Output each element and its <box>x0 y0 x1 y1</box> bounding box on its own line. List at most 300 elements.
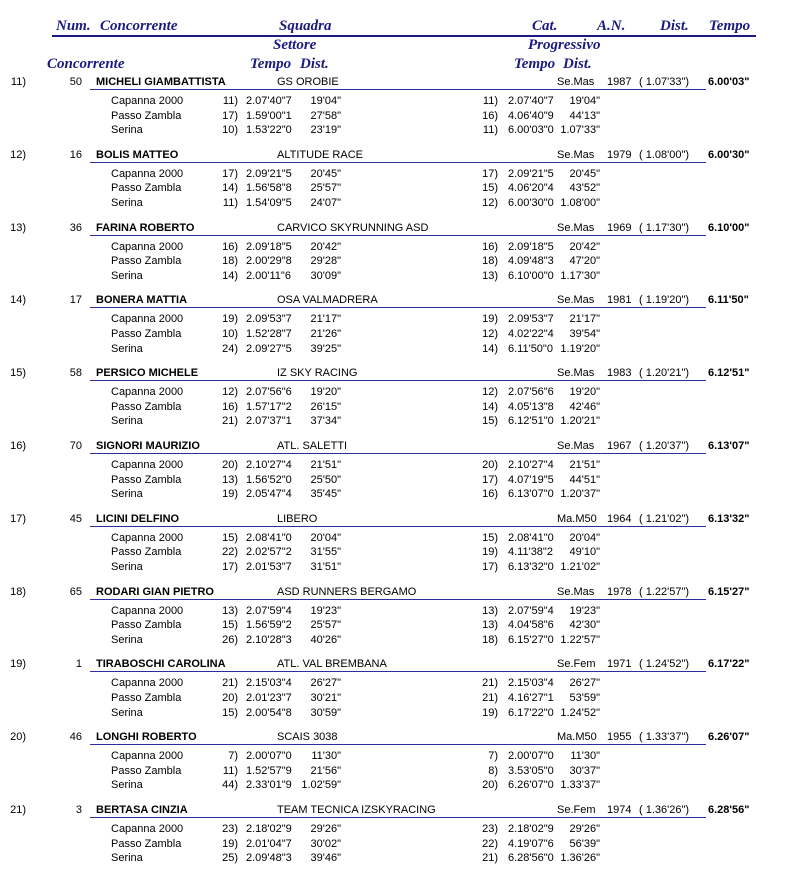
team-name: ASD RUNNERS BERGAMO <box>277 585 417 598</box>
sector-time: 2.15'03"4 <box>246 677 292 690</box>
progressive-time: 3.53'05"0 <box>508 764 554 777</box>
progressive-time: 6.13'07"0 <box>508 488 554 501</box>
progressive-gap: 30'37" <box>569 764 600 777</box>
sector-gap: 21'26" <box>310 327 341 340</box>
progressive-rank: 20) <box>482 459 498 471</box>
progressive-time: 6.00'03"0 <box>508 124 554 137</box>
progressive-gap: 44'13" <box>569 109 600 122</box>
sector-rank: 19) <box>222 837 238 850</box>
sector-time: 2.01'23"7 <box>246 691 292 704</box>
sector-rank: 17) <box>222 167 238 180</box>
sector-rank: 26) <box>222 633 238 646</box>
progressive-gap: 39'54" <box>569 327 600 340</box>
progressive-gap: 56'39" <box>569 837 600 850</box>
sector-gap: 24'07" <box>310 196 341 209</box>
bib-number: 3 <box>75 804 82 816</box>
entry-divider <box>90 599 706 600</box>
checkpoint-name: Passo Zambla <box>111 327 182 340</box>
entry-divider <box>90 453 706 454</box>
athlete-name: LONGHI ROBERTO <box>96 731 197 744</box>
gap-distance: ( 1.20'21") <box>639 367 690 380</box>
sector-rank: 11) <box>222 764 238 777</box>
progressive-time: 4.09'48"3 <box>508 255 554 268</box>
progressive-rank: 16) <box>482 488 498 501</box>
category: Se.Mas <box>557 221 595 234</box>
sector-rank: 10) <box>222 327 238 340</box>
sector-time: 2.09'21"5 <box>246 167 292 180</box>
category: Se.Mas <box>557 76 595 88</box>
result-entry <box>0 656 794 729</box>
progressive-rank: 21) <box>482 677 498 690</box>
birth-year: 1983 <box>607 367 632 380</box>
progressive-time: 2.07'59"4 <box>508 604 554 617</box>
sector-rank: 21) <box>222 415 238 428</box>
sector-rank: 44) <box>222 779 238 792</box>
header-divider <box>52 35 756 37</box>
progressive-gap: 53'59" <box>569 691 600 704</box>
progressive-gap: 19'23" <box>569 604 600 617</box>
progressive-gap: 42'30" <box>569 619 600 632</box>
birth-year: 1987 <box>607 76 632 88</box>
checkpoint-name: Capanna 2000 <box>111 531 184 544</box>
progressive-time: 2.15'03"4 <box>508 677 554 690</box>
progressive-time: 6.26'07"0 <box>508 779 554 792</box>
sector-time: 2.09'53"7 <box>246 313 292 326</box>
sector-time: 2.10'28"3 <box>246 633 292 646</box>
team-name: CARVICO SKYRUNNING ASD <box>277 221 429 234</box>
progressive-time: 4.16'27"1 <box>508 691 554 704</box>
sector-rank: 19) <box>222 488 238 501</box>
progressive-time: 6.13'32"0 <box>508 560 554 573</box>
athlete-name: TIRABOSCHI CAROLINA <box>96 658 226 671</box>
checkpoint-name: Serina <box>111 196 143 209</box>
sector-gap: 20'42" <box>310 240 341 253</box>
sector-rank: 17) <box>222 560 238 573</box>
athlete-name: RODARI GIAN PIETRO <box>96 585 214 598</box>
progressive-time: 6.12'51"0 <box>508 415 554 428</box>
sector-time: 2.18'02"9 <box>246 823 292 835</box>
birth-year: 1974 <box>607 804 632 816</box>
col-concorrente-header: Concorrente <box>100 18 178 34</box>
sector-rank: 15) <box>222 706 238 719</box>
progressive-rank: 19) <box>482 706 498 719</box>
concorrente-subheader: Concorrente <box>47 56 125 72</box>
sector-gap: 21'51" <box>310 459 341 471</box>
sector-rank: 10) <box>222 124 238 137</box>
category: Ma.M50 <box>557 731 597 744</box>
sector-time: 1.56'59"2 <box>246 619 292 632</box>
sector-gap: 37'34" <box>310 415 341 428</box>
progressive-gap: 11'30" <box>570 750 600 763</box>
progressive-gap: 1.36'26" <box>560 852 600 865</box>
rank: 11) <box>10 76 26 88</box>
sector-gap: 25'50" <box>310 473 341 486</box>
sector-gap: 29'28" <box>310 255 341 268</box>
sector-gap: 35'45" <box>310 488 341 501</box>
progressive-rank: 11) <box>482 95 498 107</box>
athlete-name: PERSICO MICHELE <box>96 367 199 380</box>
checkpoint-name: Serina <box>111 852 143 865</box>
checkpoint-name: Passo Zambla <box>111 255 182 268</box>
category: Ma.M50 <box>557 512 597 525</box>
final-time: 6.00'03" <box>708 76 750 88</box>
sector-rank: 13) <box>222 473 238 486</box>
sector-time: 2.09'27"5 <box>246 342 292 355</box>
progressive-rank: 20) <box>482 779 498 792</box>
sector-rank: 17) <box>222 109 238 122</box>
sector-gap: 19'23" <box>310 604 341 617</box>
checkpoint-name: Serina <box>111 124 143 137</box>
gap-distance: ( 1.20'37") <box>639 440 690 452</box>
category: Se.Fem <box>557 658 596 671</box>
gap-distance: ( 1.22'57") <box>639 585 690 598</box>
progressive-time: 2.09'53"7 <box>508 313 554 326</box>
progressive-rank: 19) <box>482 546 498 559</box>
sector-time: 1.59'00"1 <box>246 109 292 122</box>
sector-time: 1.52'57"9 <box>246 764 292 777</box>
sector-rank: 24) <box>222 342 238 355</box>
sector-gap: 26'15" <box>310 400 341 413</box>
progressive-rank: 16) <box>482 240 498 253</box>
athlete-name: BOLIS MATTEO <box>96 148 179 161</box>
sector-gap: 25'57" <box>310 182 341 195</box>
settore-header: Settore <box>273 37 317 53</box>
progressive-time: 4.06'40"9 <box>508 109 554 122</box>
col-cat-header: Cat. <box>532 18 558 34</box>
sector-time: 2.07'59"4 <box>246 604 292 617</box>
progressive-gap: 1.21'02" <box>560 560 600 573</box>
athlete-name: SIGNORI MAURIZIO <box>96 440 200 452</box>
progressive-gap: 1.17'30" <box>560 269 600 282</box>
final-time: 6.13'07" <box>708 440 750 452</box>
sector-time: 2.00'07"0 <box>246 750 292 763</box>
athlete-name: FARINA ROBERTO <box>96 221 195 234</box>
sector-gap: 23'19" <box>310 124 341 137</box>
sector-time: 1.56'52"0 <box>246 473 292 486</box>
sector-time: 2.07'56"6 <box>246 386 292 399</box>
sector-time: 2.07'37"1 <box>246 415 292 428</box>
bib-number: 46 <box>69 731 82 744</box>
progressive-time: 4.11'38"2 <box>508 546 553 559</box>
gap-distance: ( 1.08'00") <box>639 148 690 161</box>
checkpoint-name: Capanna 2000 <box>111 386 184 399</box>
sector-gap: 30'02" <box>310 837 341 850</box>
progressive-rank: 17) <box>482 167 498 180</box>
progressive-gap: 42'46" <box>569 400 600 413</box>
progressive-time: 2.07'40"7 <box>508 95 554 107</box>
progressive-time: 2.07'56"6 <box>508 386 554 399</box>
progressive-rank: 7) <box>488 750 498 763</box>
checkpoint-name: Passo Zambla <box>111 619 182 632</box>
sector-rank: 15) <box>222 531 238 544</box>
sector-gap: 31'55" <box>310 546 341 559</box>
result-entry <box>0 729 794 802</box>
checkpoint-name: Capanna 2000 <box>111 240 184 253</box>
sector-rank: 7) <box>228 750 238 763</box>
progressive-rank: 21) <box>482 691 498 704</box>
sector-gap: 27'58" <box>310 109 341 122</box>
col-dist-header: Dist. <box>660 18 689 34</box>
result-entry <box>0 220 794 293</box>
sector-rank: 23) <box>222 823 238 835</box>
progressive-rank: 17) <box>482 560 498 573</box>
final-time: 6.17'22" <box>708 658 750 671</box>
sector-gap: 20'04" <box>310 531 341 544</box>
category: Se.Mas <box>557 294 595 307</box>
checkpoint-name: Serina <box>111 342 143 355</box>
athlete-name: MICHELI GIAMBATTISTA <box>96 76 226 88</box>
progressive-rank: 18) <box>482 633 498 646</box>
entry-divider <box>90 235 706 236</box>
rank: 21) <box>10 804 26 816</box>
bib-number: 1 <box>75 658 82 671</box>
sector-gap: 29'26" <box>310 823 341 835</box>
category: Se.Mas <box>557 148 595 161</box>
sector-time: 1.54'09"5 <box>246 196 292 209</box>
athlete-name: BERTASA CINZIA <box>96 804 188 816</box>
progressive-time: 2.09'21"5 <box>508 167 554 180</box>
team-name: IZ SKY RACING <box>277 367 358 380</box>
progressive-rank: 12) <box>482 386 498 399</box>
rank: 15) <box>10 367 26 380</box>
col-squadra-header: Squadra <box>279 18 332 34</box>
sector-rank: 16) <box>222 240 238 253</box>
result-entry <box>0 365 794 438</box>
progressive-rank: 11) <box>482 124 498 137</box>
settore-tempo-header: Tempo <box>250 56 292 72</box>
progressive-gap: 49'10" <box>569 546 600 559</box>
result-entry <box>0 802 794 875</box>
category: Se.Fem <box>557 804 596 816</box>
progressive-time: 4.02'22"4 <box>508 327 554 340</box>
progressivo-tempo-header: Tempo <box>514 56 556 72</box>
progressive-gap: 20'45" <box>569 167 600 180</box>
progressive-rank: 14) <box>482 400 498 413</box>
progressivo-header: Progressivo <box>528 37 601 53</box>
progressive-rank: 13) <box>482 619 498 632</box>
sector-time: 1.52'28"7 <box>246 327 292 340</box>
sector-rank: 20) <box>222 691 238 704</box>
progressive-rank: 13) <box>482 604 498 617</box>
checkpoint-name: Serina <box>111 415 143 428</box>
rank: 16) <box>10 440 26 452</box>
gap-distance: ( 1.21'02") <box>639 512 690 525</box>
result-entry <box>0 511 794 584</box>
sector-rank: 20) <box>222 459 238 471</box>
rank: 14) <box>10 294 26 307</box>
progressive-time: 2.09'18"5 <box>508 240 554 253</box>
entry-divider <box>90 307 706 308</box>
progressive-time: 6.17'22"0 <box>508 706 554 719</box>
sector-rank: 14) <box>222 182 238 195</box>
sector-time: 2.09'18"5 <box>246 240 292 253</box>
sector-gap: 21'17" <box>310 313 341 326</box>
sector-gap: 39'25" <box>310 342 341 355</box>
checkpoint-name: Serina <box>111 560 143 573</box>
progressive-time: 2.00'07"0 <box>508 750 554 763</box>
sector-rank: 22) <box>222 546 238 559</box>
team-name: GS OROBIE <box>277 76 339 88</box>
progressive-rank: 17) <box>482 473 498 486</box>
entry-divider <box>90 744 706 745</box>
progressive-time: 4.07'19"5 <box>508 473 554 486</box>
sector-gap: 40'26" <box>310 633 341 646</box>
final-time: 6.00'30" <box>708 148 750 161</box>
checkpoint-name: Capanna 2000 <box>111 604 184 617</box>
athlete-name: LICINI DELFINO <box>96 512 180 525</box>
checkpoint-name: Passo Zambla <box>111 109 182 122</box>
sector-gap: 31'51" <box>310 560 341 573</box>
rank: 12) <box>10 148 26 161</box>
progressive-gap: 29'26" <box>569 823 600 835</box>
bib-number: 70 <box>69 440 82 452</box>
sector-gap: 25'57" <box>310 619 341 632</box>
entry-divider <box>90 162 706 163</box>
sector-rank: 16) <box>222 400 238 413</box>
checkpoint-name: Serina <box>111 779 143 792</box>
final-time: 6.10'00" <box>708 221 750 234</box>
bib-number: 36 <box>69 221 82 234</box>
progressivo-dist-header: Dist. <box>563 56 592 72</box>
sector-rank: 19) <box>222 313 238 326</box>
progressive-gap: 20'04" <box>569 531 600 544</box>
checkpoint-name: Capanna 2000 <box>111 750 184 763</box>
progressive-time: 4.04'58"6 <box>508 619 554 632</box>
sector-rank: 25) <box>222 852 238 865</box>
progressive-time: 4.06'20"4 <box>508 182 554 195</box>
sector-time: 2.00'29"8 <box>246 255 292 268</box>
rank: 20) <box>10 731 26 744</box>
birth-year: 1978 <box>607 585 632 598</box>
final-time: 6.13'32" <box>708 512 750 525</box>
entry-divider <box>90 526 706 527</box>
sector-time: 2.01'04"7 <box>246 837 292 850</box>
progressive-rank: 14) <box>482 342 498 355</box>
gap-distance: ( 1.19'20") <box>639 294 690 307</box>
sector-gap: 30'09" <box>310 269 341 282</box>
entry-divider <box>90 671 706 672</box>
progressive-rank: 21) <box>482 852 498 865</box>
birth-year: 1967 <box>607 440 632 452</box>
progressive-rank: 12) <box>482 327 498 340</box>
entry-divider <box>90 380 706 381</box>
sector-rank: 14) <box>222 269 238 282</box>
gap-distance: ( 1.17'30") <box>639 221 690 234</box>
checkpoint-name: Capanna 2000 <box>111 677 184 690</box>
sector-rank: 12) <box>222 386 238 399</box>
team-name: LIBERO <box>277 512 318 525</box>
progressive-gap: 1.20'21" <box>560 415 600 428</box>
team-name: ATL. SALETTI <box>277 440 348 452</box>
progressive-rank: 15) <box>482 415 498 428</box>
progressive-gap: 47'20" <box>569 255 600 268</box>
progressive-gap: 1.08'00" <box>560 196 600 209</box>
sector-gap: 39'46" <box>310 852 341 865</box>
sector-time: 2.10'27"4 <box>246 459 292 471</box>
progressive-rank: 8) <box>488 764 498 777</box>
checkpoint-name: Passo Zambla <box>111 400 182 413</box>
result-entry <box>0 292 794 365</box>
checkpoint-name: Passo Zambla <box>111 764 182 777</box>
result-entry <box>0 584 794 657</box>
checkpoint-name: Serina <box>111 488 143 501</box>
bib-number: 17 <box>69 294 82 307</box>
birth-year: 1955 <box>607 731 632 744</box>
category: Se.Mas <box>557 585 595 598</box>
bib-number: 58 <box>69 367 82 380</box>
gap-distance: ( 1.33'37") <box>639 731 690 744</box>
sector-time: 1.53'22"0 <box>246 124 292 137</box>
sector-time: 2.09'48"3 <box>246 852 292 865</box>
progressive-gap: 1.20'37" <box>560 488 600 501</box>
sector-time: 2.33'01"9 <box>246 779 292 792</box>
progressive-time: 6.28'56"0 <box>508 852 554 865</box>
sector-gap: 19'20" <box>310 386 341 399</box>
entry-divider <box>90 817 706 818</box>
sector-rank: 13) <box>222 604 238 617</box>
final-time: 6.28'56" <box>708 804 750 816</box>
progressive-time: 2.08'41"0 <box>508 531 554 544</box>
sector-rank: 11) <box>222 95 238 107</box>
progressive-rank: 22) <box>482 837 498 850</box>
category: Se.Mas <box>557 440 595 452</box>
progressive-rank: 12) <box>482 196 498 209</box>
team-name: SCAIS 3038 <box>277 731 338 744</box>
sector-time: 2.00'54"8 <box>246 706 292 719</box>
checkpoint-name: Passo Zambla <box>111 837 182 850</box>
checkpoint-name: Passo Zambla <box>111 691 182 704</box>
birth-year: 1981 <box>607 294 632 307</box>
gap-distance: ( 1.24'52") <box>639 658 690 671</box>
birth-year: 1969 <box>607 221 632 234</box>
progressive-time: 4.05'13"8 <box>508 400 554 413</box>
progressive-gap: 20'42" <box>569 240 600 253</box>
checkpoint-name: Passo Zambla <box>111 473 182 486</box>
sector-time: 2.00'11"6 <box>246 269 291 282</box>
progressive-rank: 16) <box>482 109 498 122</box>
progressive-gap: 26'27" <box>569 677 600 690</box>
gap-distance: ( 1.36'26") <box>639 804 690 816</box>
category: Se.Mas <box>557 367 595 380</box>
progressive-gap: 21'51" <box>569 459 600 471</box>
result-entry <box>0 147 794 220</box>
progressive-time: 6.10'00"0 <box>508 269 554 282</box>
final-time: 6.12'51" <box>708 367 750 380</box>
sector-gap: 30'21" <box>310 691 341 704</box>
rank: 19) <box>10 658 26 671</box>
checkpoint-name: Capanna 2000 <box>111 823 184 835</box>
team-name: OSA VALMADRERA <box>277 294 378 307</box>
progressive-rank: 15) <box>482 531 498 544</box>
progressive-gap: 43'52" <box>569 182 600 195</box>
progressive-rank: 15) <box>482 182 498 195</box>
sector-rank: 21) <box>222 677 238 690</box>
bib-number: 65 <box>69 585 82 598</box>
checkpoint-name: Serina <box>111 269 143 282</box>
birth-year: 1971 <box>607 658 632 671</box>
progressive-gap: 21'17" <box>569 313 600 326</box>
checkpoint-name: Capanna 2000 <box>111 167 184 180</box>
bib-number: 50 <box>69 76 82 88</box>
progressive-gap: 44'51" <box>569 473 600 486</box>
progressive-gap: 1.19'20" <box>560 342 600 355</box>
birth-year: 1979 <box>607 148 632 161</box>
sector-gap: 19'04" <box>310 95 341 107</box>
final-time: 6.26'07" <box>708 731 750 744</box>
sector-rank: 15) <box>222 619 238 632</box>
progressive-time: 4.19'07"6 <box>508 837 554 850</box>
progressive-rank: 19) <box>482 313 498 326</box>
